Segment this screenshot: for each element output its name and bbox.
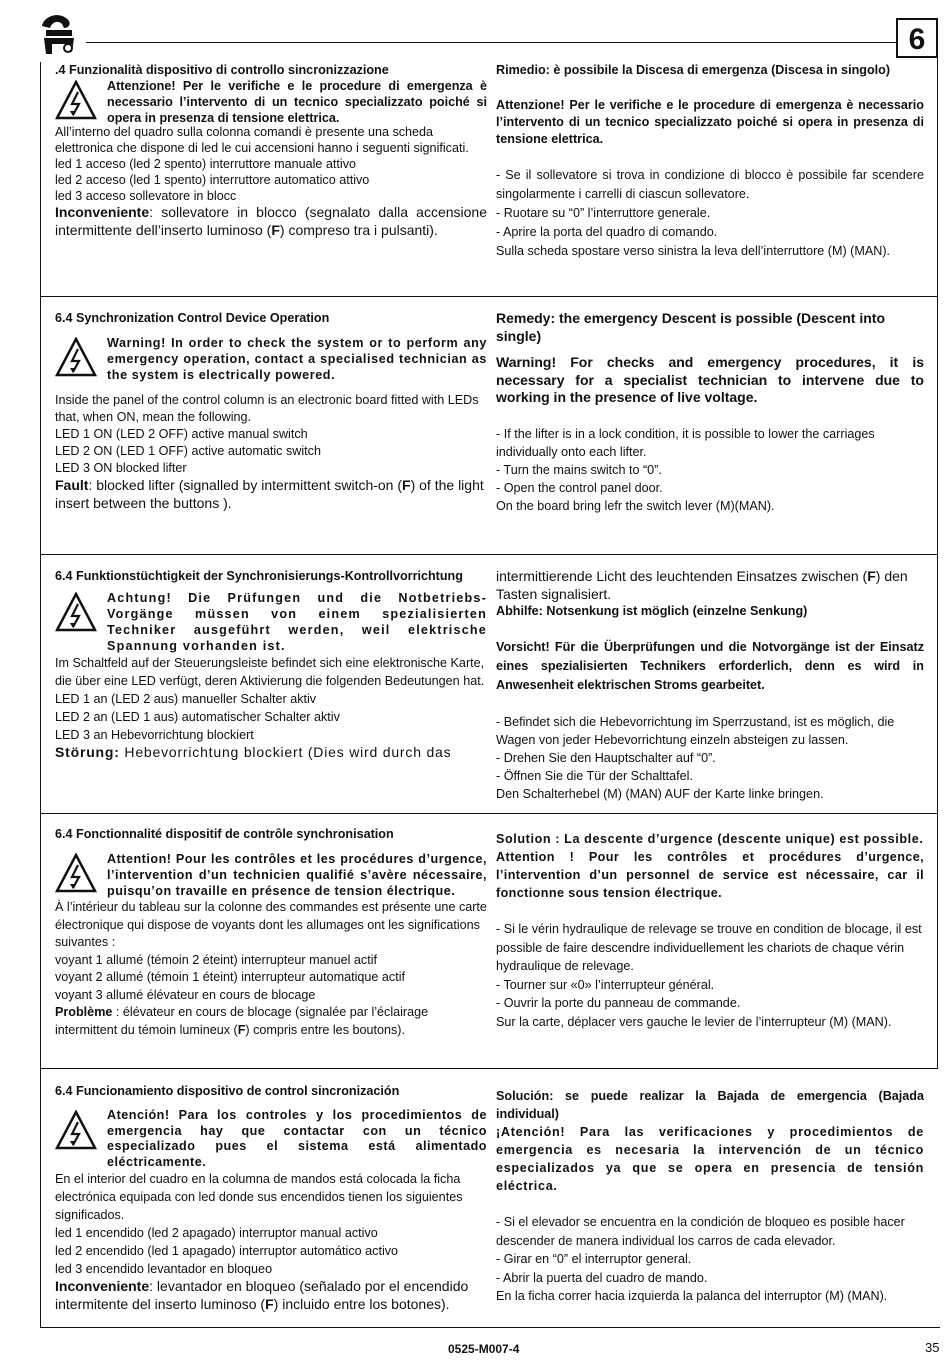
procedure-step: - Si el elevador se encuentra en la condición de bloqueo es posible hacer descender de manera individual los carros de cada elevador. <box>496 1215 905 1248</box>
led-line: led 3 encendido levantador en bloqueo <box>55 1262 273 1276</box>
intro-text: All’interno del quadro sulla colonna comandi è presente una scheda elettronica che dispone di led le cui accensioni hanno i seguenti significati. <box>55 125 469 155</box>
procedure-step: - Open the control panel door. <box>496 480 663 495</box>
electric-hazard-icon <box>55 1110 97 1150</box>
section-it-right <box>496 62 924 261</box>
section-title: 6.4 Fonctionnalité dispositif de contrôle synchronisation <box>55 827 394 841</box>
procedure-step: - Ruotare su “0” l’interruttore generale. <box>496 206 711 220</box>
fault-continuation <box>496 568 924 603</box>
section-divider <box>40 296 938 297</box>
fault-label: Inconveniente <box>55 204 150 220</box>
electric-hazard-icon <box>55 80 97 120</box>
fault-desc: : levantador en bloqueo (señalado por el encendido intermitente del inserto luminoso ( <box>55 1278 469 1312</box>
warning-block <box>55 78 487 126</box>
warning-block <box>55 590 487 654</box>
electric-hazard-icon <box>55 853 97 893</box>
electric-hazard-icon <box>55 337 97 377</box>
remedy-text: Rimedio: è possibile la Discesa di emergenza (Discesa in singolo) <box>496 63 891 77</box>
warning-block <box>55 1108 487 1170</box>
led-line: led 2 encendido (led 1 apagado) interruptor automático activo <box>55 1244 399 1258</box>
fault-desc-end: ) compreso tra i pulsanti). <box>279 221 438 238</box>
intro-text: Im Schaltfeld auf der Steuerungsleiste befindet sich eine elektronische Karte, die über eine LED verfügt, deren Aktivierung die folgenden Bedeutungen hat. <box>55 656 485 688</box>
fault-label: Inconveniente <box>55 1278 150 1294</box>
warning-text: Attenzione! Per le verifiche e le procedure di emergenza è necessario l’intervento di un tecnico specializzato poiché si opera in presenza di tensione elettrica. <box>107 79 487 125</box>
warning-text: Attenzione! Per le verifiche e le procedure di emergenza è necessario l’intervento di un tecnico specializzato poiché si opera in presenza di tensione elettrica. <box>496 98 924 146</box>
warning-text: Vorsicht! Für die Überprüfungen und die Notvorgänge ist der Einsatz eines spezialisierten Technikers erforderlich, denn es wird in Anwesenheit elektrischen Stroms gearbeitet. <box>496 640 924 692</box>
section-es-right <box>496 1087 924 1306</box>
remedy-desc: : se puede realizar la Bajada de emergencia (Bajada individual) <box>496 1089 924 1121</box>
fault-desc-end: ) incluido entre los botones). <box>273 1295 450 1312</box>
brand-logo <box>38 12 80 56</box>
procedure-step: - Öffnen Sie die Tür der Schalttafel. <box>496 769 693 783</box>
procedure-step: Sulla scheda spostare verso sinistra la leva dell’interruttore (M) (MAN). <box>496 244 891 258</box>
remedy-label: Solución <box>496 1089 550 1103</box>
fault-label: Störung: <box>55 744 120 760</box>
led-line: led 3 acceso sollevatore in blocc <box>55 189 237 203</box>
procedure-step: Den Schalterhebel (M) (MAN) AUF der Karte linke bringen. <box>496 787 824 801</box>
fault-key: F <box>265 1295 274 1312</box>
fault-text <box>55 1278 487 1313</box>
section-en-right <box>496 310 924 515</box>
chapter-number: 6 <box>896 18 938 58</box>
section-divider <box>40 1068 938 1069</box>
procedure-step: - Se il sollevatore si trova in condizione di blocco è possibile far scendere singolarmente i carrelli di ciascun sollevatore. <box>496 168 924 201</box>
led-line: LED 1 ON (LED 2 OFF) active manual switch <box>55 427 308 441</box>
fault-desc-end: ) compris entre les boutons). <box>245 1022 405 1037</box>
warning-text: Warning! In order to check the system or to perform any emergency operation, contact a specialised technician as the system is electrically powered. <box>107 336 487 382</box>
frame-bottom <box>40 1327 940 1328</box>
fault-desc: : sollevatore in blocco (segnalato dalla accensione intermittente dell’inserto luminoso ( <box>55 204 487 238</box>
procedure-step: - Si le vérin hydraulique de relevage se trouve en condition de blocage, il est possible de faire descendre individuellement les chariots de chaque vérin hydraulique de relevage. <box>496 922 922 973</box>
fault-desc-end: ) of the light insert between the buttons ). <box>55 477 484 511</box>
procedure-step: On the board bring lefr the switch lever (M)(MAN). <box>496 498 775 513</box>
section-divider <box>40 813 938 814</box>
document-code: 0525-M007-4 <box>448 1342 520 1356</box>
procedure-step: - Tourner sur «0» l’interrupteur général. <box>496 977 715 992</box>
fault-desc: : blocked lifter (signalled by intermittent switch-on ( <box>88 477 403 493</box>
fault-text <box>55 477 487 512</box>
warning-text: Achtung! Die Prüfungen und die Notbetriebs-Vorgänge müssen von einem spezialisierten Techniker ausgeführt werden, weil elektrische Spannung vorhanden ist. <box>107 591 487 653</box>
remedy-text <box>496 1087 924 1123</box>
frame-right <box>937 58 938 1068</box>
fault-label: Problème <box>55 1005 113 1019</box>
warning-block <box>55 335 487 383</box>
procedure-step: Sur la carte, déplacer vers gauche le levier de l’interrupteur (M) (MAN). <box>496 1014 892 1029</box>
warning-block <box>55 851 487 899</box>
fault-text <box>55 204 487 239</box>
procedure-step: - Befindet sich die Hebevorrichtung im Sperrzustand, ist es möglich, die Wagen von jeder Hebevorrichtung einzeln absteigen zu lassen. <box>496 715 895 747</box>
fault-desc-end: ) den Tasten signalisiert. <box>496 568 908 602</box>
intro-text: En el interior del cuadro en la columna de mandos está colocada la ficha electrónica equipada con led donde sus encendidos tienen los siguientes significados. <box>55 1172 463 1222</box>
procedure-step: - Drehen Sie den Hauptschalter auf “0”. <box>496 751 716 765</box>
fault-desc-cont: intermittierende Licht des leuchtenden Einsatzes zwischen ( <box>496 568 868 584</box>
fault-key: F <box>867 568 876 584</box>
led-line: LED 2 ON (LED 1 OFF) active automatic switch <box>55 444 321 458</box>
procedure-step: - Girar en “0” el interruptor general. <box>496 1252 692 1266</box>
procedure-step: - Ouvrir la porte du panneau de commande. <box>496 996 741 1010</box>
led-line: LED 2 an (LED 1 aus) automatischer Schalter aktiv <box>55 710 340 724</box>
section-it-left <box>55 62 487 239</box>
led-line: voyant 3 allumé élévateur en cours de blocage <box>55 987 316 1002</box>
remedy-text: Remedy: the emergency Descent is possible (Descent into single) <box>496 310 886 344</box>
header-rule <box>86 42 896 43</box>
intro-text: À l’intérieur du tableau sur la colonne des commandes est présente une carte électronique qui dispose de voyants dont les allumages ont les significations suivantes : <box>55 900 487 949</box>
procedure-step: - Aprire la porta del quadro di comando. <box>496 225 718 239</box>
section-title: 6.4 Synchronization Control Device Operation <box>55 311 330 325</box>
procedure-step: - Abrir la puerta del cuadro de mando. <box>496 1270 708 1285</box>
intro-text: Inside the panel of the control column is an electronic board fitted with LEDs that, when ON, mean the following. <box>55 393 479 424</box>
procedure-step: - Turn the mains switch to “0”. <box>496 462 662 477</box>
warning-text: Attention ! Pour les contrôles et procédures d’urgence, l’intervention d’un personnel de service est nécessaire, car il fonctionne sous tension électrique. <box>496 850 924 900</box>
led-line: voyant 2 allumé (témoin 1 éteint) interrupteur automatique actif <box>55 970 406 984</box>
section-title: 6.4 Funcionamiento dispositivo de control sincronización <box>55 1084 400 1098</box>
section-de-left <box>55 568 487 762</box>
warning-text: Attention! Pour les contrôles et les procédures d’urgence, l’intervention d’un technicien qualifié s’avère nécessaire, puisqu’on travaille en présence de tension électrique. <box>107 852 487 898</box>
fault-label: Fault <box>55 477 89 493</box>
section-title: .4 Funzionalità dispositivo di controllo sincronizzazione <box>55 63 389 77</box>
fault-text <box>55 1004 487 1039</box>
fault-desc: : élévateur en cours de blocage (signalée par l’éclairage intermittent du témoin lumineux ( <box>55 1005 429 1037</box>
fault-desc: Hebevorrichtung blockiert (Dies wird durch das <box>119 744 452 760</box>
warning-text: Warning! For checks and emergency procedures, it is necessary for a specialist technician to intervene due to working in the presence of live voltage. <box>496 354 924 405</box>
remedy-text: Abhilfe: Notsenkung ist möglich (einzelne Senkung) <box>496 604 808 618</box>
led-line: led 2 acceso (led 1 spento) interruttore automatico attivo <box>55 173 370 187</box>
section-fr-right <box>496 830 924 1031</box>
procedure-step: En la ficha correr hacia izquierda la palanca del interruptor (M) (MAN). <box>496 1289 888 1303</box>
led-line: LED 3 an Hebevorrichtung blockiert <box>55 728 254 742</box>
led-line: led 1 encendido (led 2 apagado) interruptor manual activo <box>55 1226 378 1240</box>
section-es-left <box>55 1083 487 1313</box>
fault-text <box>55 744 487 762</box>
section-fr-left <box>55 826 487 1039</box>
warning-text: Atención! Para los controles y los procedimientos de emergencia hay que contactar con un técnico especializado pues el sistema está alimentado eléctricamente. <box>107 1108 487 1169</box>
led-line: led 1 acceso (led 2 spento) interruttore manuale attivo <box>55 157 357 171</box>
section-divider <box>40 554 938 555</box>
remedy-text: Solution : La descente d’urgence (descente unique) est possible. <box>496 832 924 846</box>
fault-key: F <box>237 1022 246 1037</box>
page-number: 35 <box>925 1340 940 1355</box>
led-line: LED 3 ON blocked lifter <box>55 461 187 475</box>
fault-key: F <box>271 221 280 238</box>
section-en-left <box>55 310 487 512</box>
warning-text: ¡Atención! Para las verificaciones y procedimientos de emergencia es necesaria la intervención de un técnico especializados ya que se opera en presencia de tensión eléctrica. <box>496 1125 924 1193</box>
electric-hazard-icon <box>55 592 97 632</box>
section-de-right <box>496 568 924 803</box>
frame-left <box>40 62 41 1327</box>
procedure-step: - If the lifter is in a lock condition, it is possible to lower the carriages individually onto each lifter. <box>496 426 875 459</box>
led-line: voyant 1 allumé (témoin 2 éteint) interrupteur manuel actif <box>55 952 378 967</box>
fault-key: F <box>402 477 411 493</box>
led-line: LED 1 an (LED 2 aus) manueller Schalter aktiv <box>55 692 317 706</box>
section-title: 6.4 Funktionstüchtigkeit der Synchronisierungs-Kontrollvorrichtung <box>55 569 463 583</box>
